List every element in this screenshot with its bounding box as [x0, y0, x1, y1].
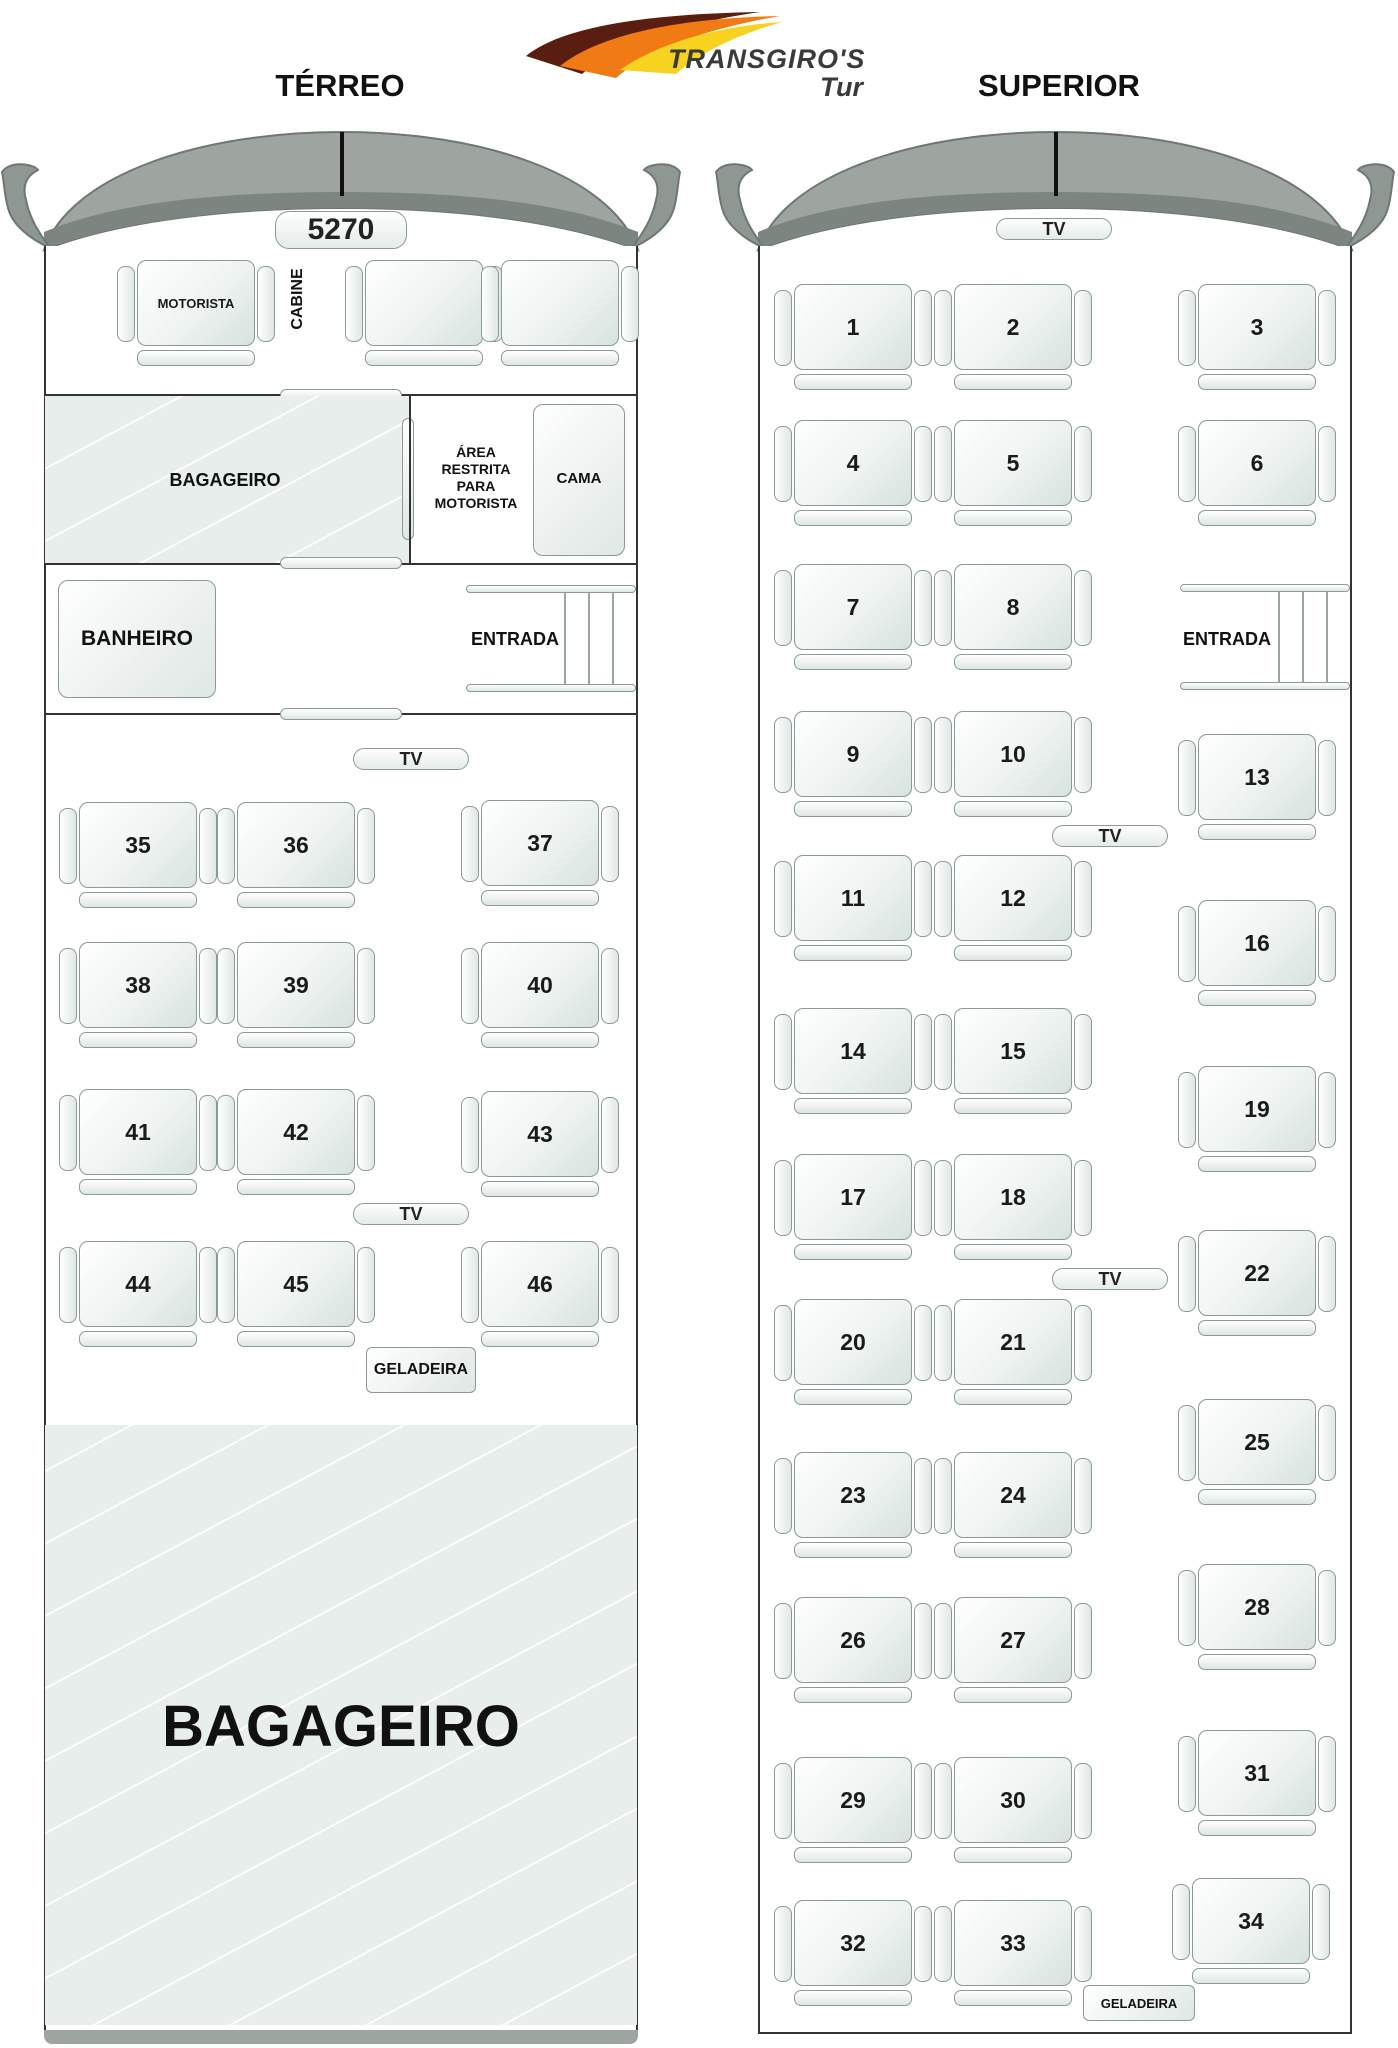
seat-3[interactable]: 3 [1178, 282, 1338, 392]
transgiros-logo [520, 8, 890, 104]
upper-fridge-label: GELADEIRA [1100, 1996, 1178, 2011]
seat-14[interactable]: 14 [774, 1006, 934, 1116]
seat-29[interactable]: 29 [774, 1755, 934, 1865]
driver-seat [117, 258, 277, 368]
luggage-door[interactable] [402, 418, 414, 540]
bathroom-label: BANHEIRO [80, 627, 193, 650]
upper-stairs-top-rail [1180, 584, 1350, 592]
seat-45[interactable]: 45 [217, 1239, 377, 1349]
seat-26[interactable]: 26 [774, 1595, 934, 1705]
seat-13[interactable]: 13 [1178, 732, 1338, 842]
seat-41[interactable]: 41 [59, 1087, 219, 1197]
seat-38[interactable]: 38 [59, 940, 219, 1050]
seat-8[interactable]: 8 [934, 562, 1094, 672]
driver-seat-label: MOTORISTA [157, 295, 235, 311]
lower-deck-title: TÉRREO [275, 68, 405, 103]
seat-43[interactable]: 43 [461, 1089, 621, 1199]
seat-2[interactable]: 2 [934, 282, 1094, 392]
seat-42[interactable]: 42 [217, 1087, 377, 1197]
upper-tv-2: TV [1052, 1268, 1168, 1290]
bed-label: CAMA [556, 470, 602, 487]
seat-36[interactable]: 36 [217, 800, 377, 910]
lower-stairs-top-rail [466, 585, 636, 593]
seat-7[interactable]: 7 [774, 562, 934, 672]
restricted-area-label: ÁREA RESTRITA PARA MOTORISTA [434, 444, 518, 511]
seat-27[interactable]: 27 [934, 1595, 1094, 1705]
seat-12[interactable]: 12 [934, 853, 1094, 963]
luggage-large-label: BAGAGEIRO [162, 1694, 520, 1759]
upper-deck-title: SUPERIOR [978, 68, 1140, 103]
lower-tv-2: TV [353, 1203, 469, 1225]
seat-37[interactable]: 37 [461, 798, 621, 908]
bus-number-badge: 5270 [275, 211, 407, 249]
cabin-label: CABINE [289, 268, 306, 330]
upper-stairs-bottom-rail [1180, 682, 1350, 690]
upper-tv-front: TV [996, 218, 1112, 240]
seat-25[interactable]: 25 [1178, 1397, 1338, 1507]
seat-22[interactable]: 22 [1178, 1228, 1338, 1338]
seat-24[interactable]: 24 [934, 1450, 1094, 1560]
lower-tv-1: TV [353, 748, 469, 770]
seat-28[interactable]: 28 [1178, 1562, 1338, 1672]
seat-9[interactable]: 9 [774, 709, 934, 819]
cabin-seat-right [481, 258, 641, 368]
seat-1[interactable]: 1 [774, 282, 934, 392]
lower-fridge-label: GELADEIRA [373, 1361, 469, 1378]
lower-stairs-bottom-rail [466, 684, 636, 692]
seat-5[interactable]: 5 [934, 418, 1094, 528]
corridor-door-2[interactable] [280, 708, 402, 720]
lower-deck-rear-bar [44, 2030, 638, 2044]
seat-31[interactable]: 31 [1178, 1728, 1338, 1838]
seat-16[interactable]: 16 [1178, 898, 1338, 1008]
upper-tv-1: TV [1052, 825, 1168, 847]
seat-46[interactable]: 46 [461, 1239, 621, 1349]
seat-33[interactable]: 33 [934, 1898, 1094, 2008]
lower-entrance-label: ENTRADA [471, 629, 559, 649]
seat-11[interactable]: 11 [774, 853, 934, 963]
logo-text-sub: Tur [820, 72, 864, 102]
seat-32[interactable]: 32 [774, 1898, 934, 2008]
seat-39[interactable]: 39 [217, 940, 377, 1050]
seat-23[interactable]: 23 [774, 1450, 934, 1560]
seat-15[interactable]: 15 [934, 1006, 1094, 1116]
seat-18[interactable]: 18 [934, 1152, 1094, 1262]
corridor-door-1[interactable] [280, 557, 402, 569]
seat-40[interactable]: 40 [461, 940, 621, 1050]
seat-34[interactable]: 34 [1172, 1876, 1332, 1986]
seat-17[interactable]: 17 [774, 1152, 934, 1262]
logo-text-main: TRANSGIRO'S [668, 44, 866, 74]
seat-35[interactable]: 35 [59, 800, 219, 910]
seat-44[interactable]: 44 [59, 1239, 219, 1349]
seat-19[interactable]: 19 [1178, 1064, 1338, 1174]
seat-30[interactable]: 30 [934, 1755, 1094, 1865]
seat-4[interactable]: 4 [774, 418, 934, 528]
luggage-small-label: BAGAGEIRO [169, 470, 281, 490]
seat-21[interactable]: 21 [934, 1297, 1094, 1407]
seat-10[interactable]: 10 [934, 709, 1094, 819]
seat-20[interactable]: 20 [774, 1297, 934, 1407]
bus-front-roofs [0, 120, 1398, 260]
upper-entrance-label: ENTRADA [1183, 629, 1271, 649]
seat-6[interactable]: 6 [1178, 418, 1338, 528]
